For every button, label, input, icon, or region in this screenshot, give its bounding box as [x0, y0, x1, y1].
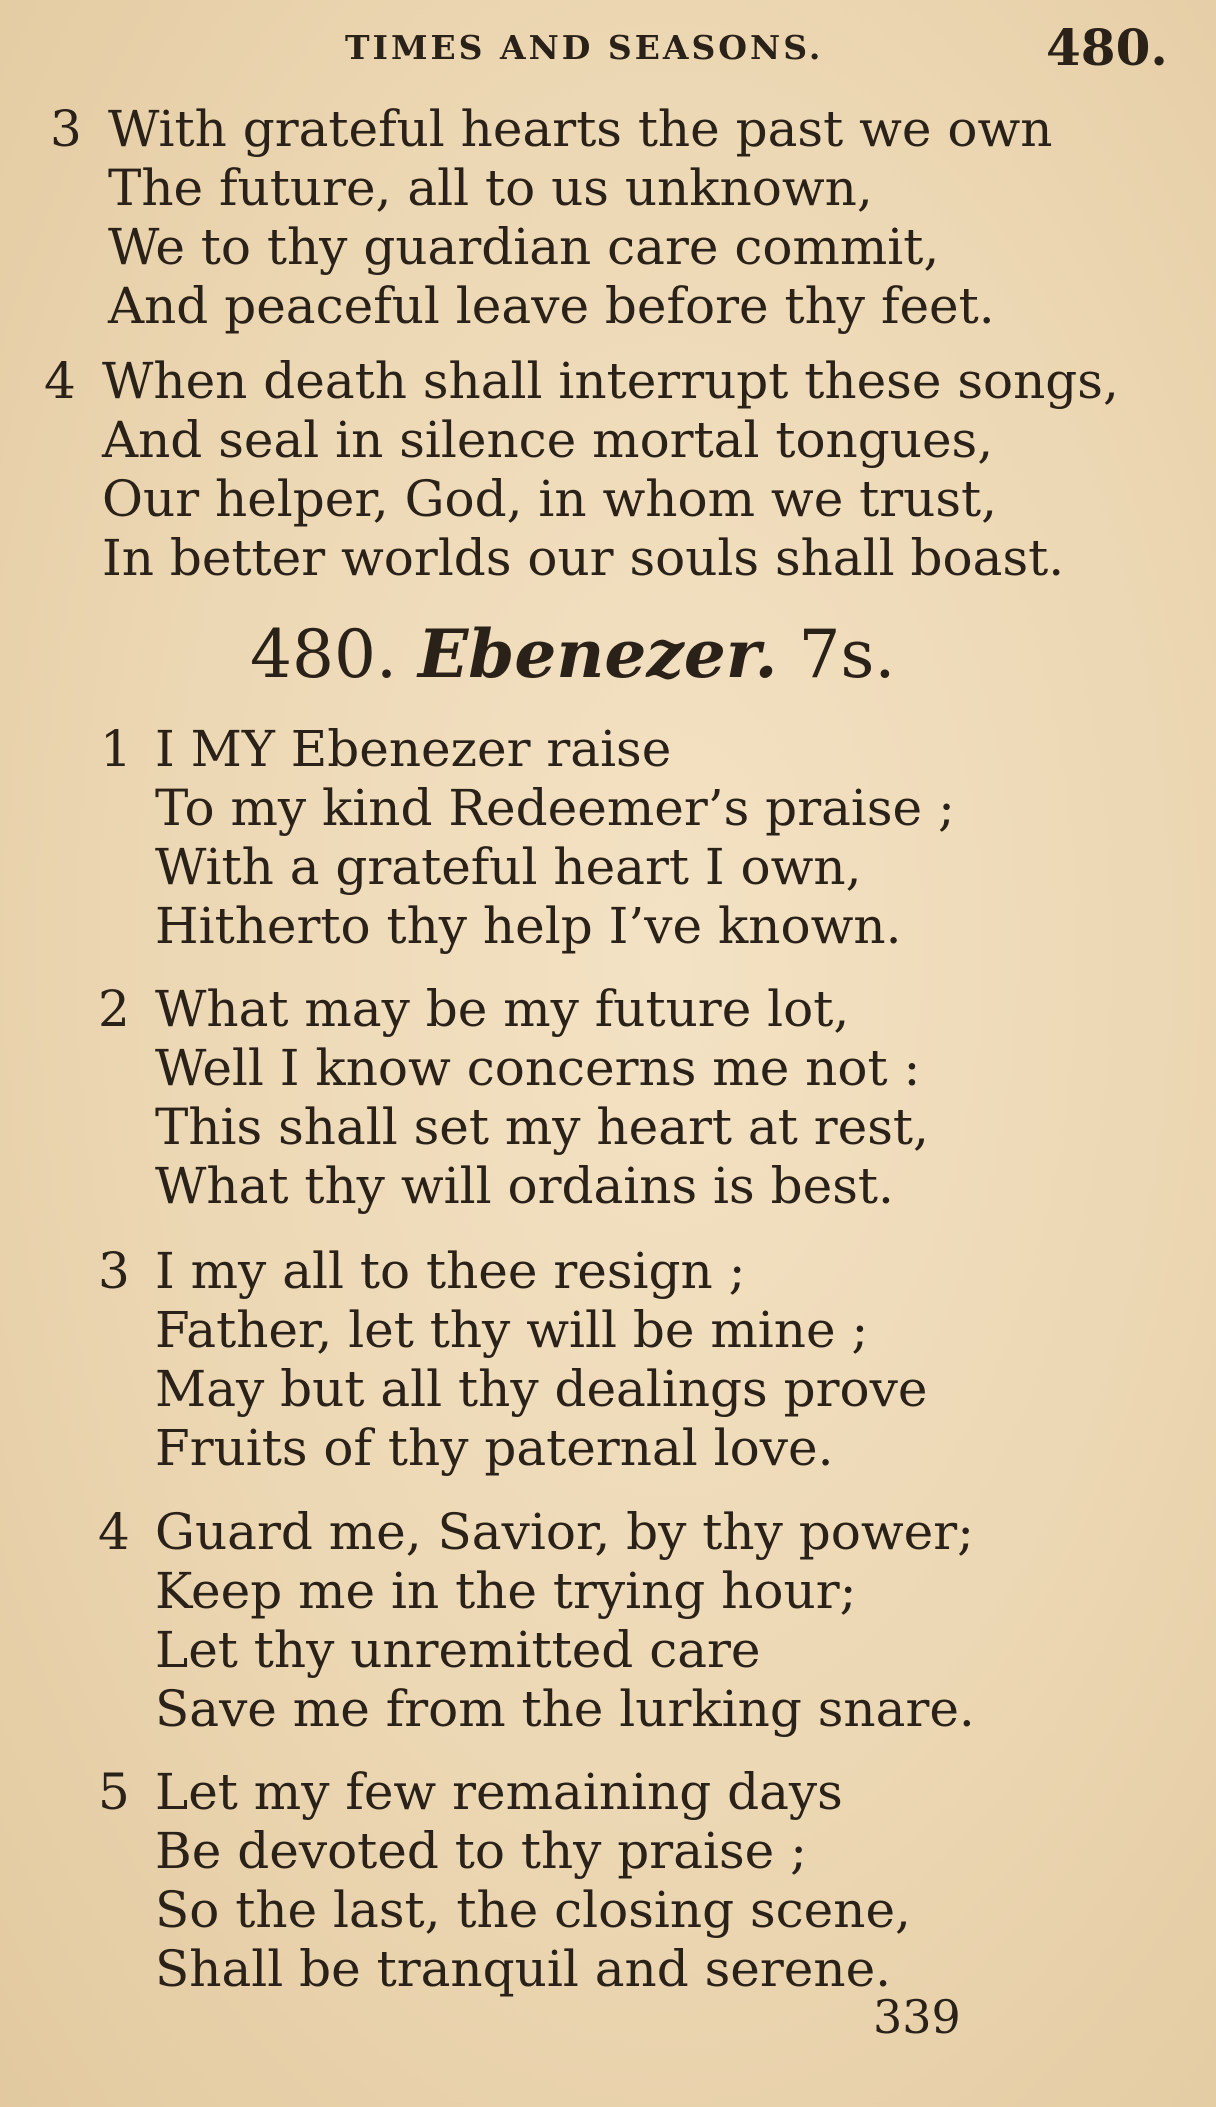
stanza-line: I my all to thee resign ; — [155, 1242, 746, 1300]
running-head: TIMES AND SEASONS. — [345, 28, 824, 67]
stanza-number: 4 — [44, 352, 76, 410]
stanza-number: 3 — [50, 100, 82, 158]
stanza-number: 4 — [98, 1503, 130, 1561]
stanza-line: Fruits of thy paternal love. — [155, 1419, 834, 1477]
stanza-line: Well I know concerns me not : — [155, 1039, 921, 1097]
stanza-line: Hitherto thy help I’ve known. — [155, 897, 902, 955]
stanza-line: With a grateful heart I own, — [155, 838, 862, 896]
stanza-line: Save me from the lurking snare. — [155, 1680, 975, 1738]
stanza-line: When death shall interrupt these songs, — [102, 352, 1119, 410]
page-number: 480. — [1046, 18, 1168, 77]
stanza-line: Be devoted to thy praise ; — [155, 1822, 807, 1880]
hymn-number: 480. — [250, 616, 397, 693]
stanza-line: Father, let thy will be mine ; — [155, 1301, 869, 1359]
stanza-line: Let thy unremitted care — [155, 1621, 761, 1679]
hymn-name: Ebenezer. — [417, 615, 778, 693]
stanza-line: I MY Ebenezer raise — [155, 720, 672, 778]
stanza-line: What thy will ordains is best. — [155, 1157, 894, 1215]
hymn-title — [250, 615, 895, 693]
stanza-line: So the last, the closing scene, — [155, 1881, 911, 1939]
stanza-number: 3 — [98, 1242, 130, 1300]
signature-mark: 339 — [873, 1990, 961, 2044]
stanza-line: May but all thy dealings prove — [155, 1360, 928, 1418]
stanza-line: And seal in silence mortal tongues, — [102, 411, 994, 469]
stanza-line: In better worlds our souls shall boast. — [102, 529, 1065, 587]
hymn-meter: 7s. — [798, 616, 896, 693]
stanza-line: And peaceful leave before thy feet. — [108, 277, 995, 335]
stanza-line: We to thy guardian care commit, — [108, 218, 940, 276]
stanza-line: To my kind Redeemer’s praise ; — [155, 779, 955, 837]
stanza-line: The future, all to us unknown, — [108, 159, 873, 217]
stanza-line: Let my few remaining days — [155, 1763, 843, 1821]
stanza-number: 5 — [98, 1763, 130, 1821]
stanza-line: Guard me, Savior, by thy power; — [155, 1503, 974, 1561]
stanza-line: Keep me in the trying hour; — [155, 1562, 857, 1620]
stanza-line: What may be my future lot, — [155, 980, 850, 1038]
stanza-line: Our helper, God, in whom we trust, — [102, 470, 998, 528]
stanza-line: This shall set my heart at rest, — [155, 1098, 929, 1156]
stanza-number: 1 — [100, 720, 132, 778]
stanza-line: With grateful hearts the past we own — [108, 100, 1053, 158]
stanza-line: Shall be tranquil and serene. — [155, 1940, 892, 1998]
stanza-number: 2 — [98, 980, 130, 1038]
